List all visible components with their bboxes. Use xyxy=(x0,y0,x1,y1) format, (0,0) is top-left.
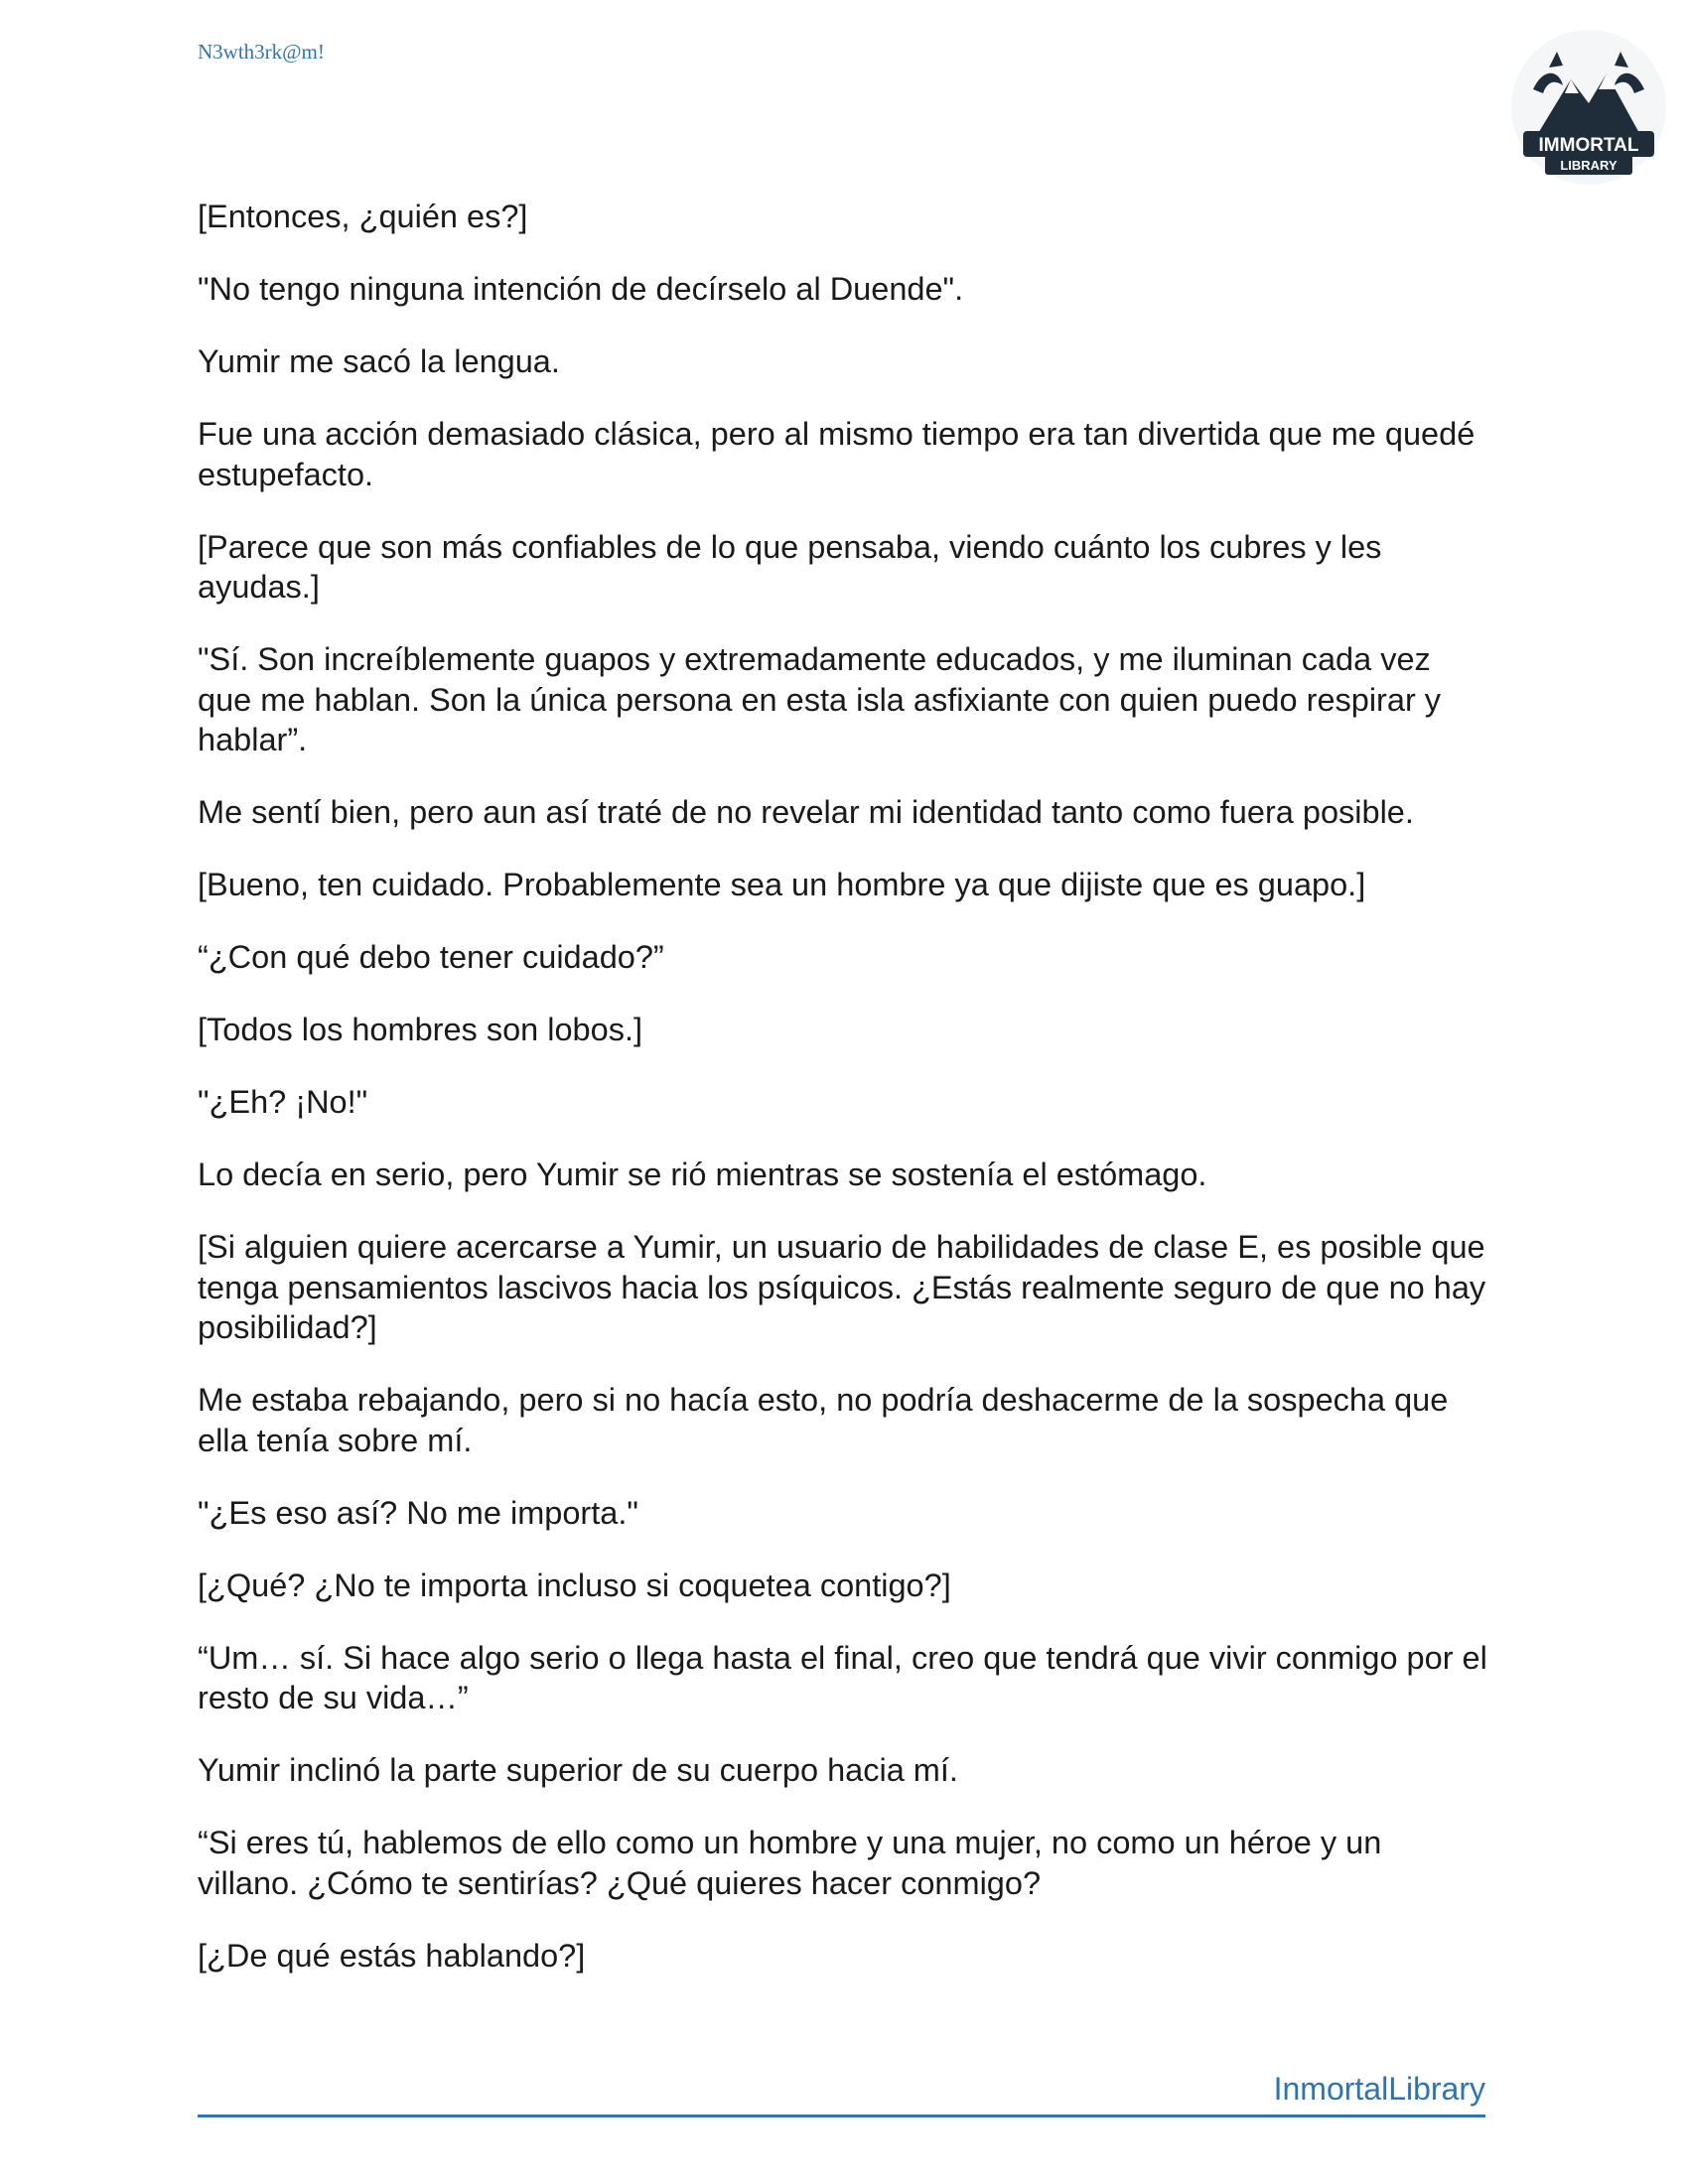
paragraph: [Si alguien quiere acercarse a Yumir, un usuario de habilidades de clase E, es posible que tenga pensamientos lascivos hacia los psíquicos. ¿Estás realmente seguro de que no hay posibilidad?] xyxy=(198,1229,1486,1345)
document-body xyxy=(198,197,1488,2008)
paragraph: "No tengo ninguna intención de decírselo al Duende". xyxy=(198,271,964,307)
header-watermark: N3wth3rk@m! xyxy=(198,40,325,64)
paragraph: [Bueno, ten cuidado. Probablemente sea un hombre ya que dijiste que es guapo.] xyxy=(198,867,1366,902)
paragraph: Yumir me sacó la lengua. xyxy=(198,343,560,379)
paragraph: [¿De qué estás hablando?] xyxy=(198,1937,586,1974)
page-footer xyxy=(198,2071,1485,2117)
logo-bottom-text: LIBRARY xyxy=(1560,158,1618,173)
immortal-library-logo xyxy=(1509,28,1668,187)
paragraph: [Todos los hombres son lobos.] xyxy=(198,1012,643,1047)
paragraph: Fue una acción demasiado clásica, pero al mismo tiempo era tan divertida que me quedé estupefacto. xyxy=(198,416,1476,492)
paragraph: Me sentí bien, pero aun así traté de no revelar mi identidad tanto como fuera posible. xyxy=(198,794,1414,830)
paragraph: Me estaba rebajando, pero si no hacía esto, no podría deshacerme de la sospecha que ella tenía sobre mí. xyxy=(198,1382,1449,1458)
footer-link[interactable]: InmortalLibrary xyxy=(1273,2071,1485,2107)
paragraph: "¿Eh? ¡No!" xyxy=(198,1084,368,1120)
logo-top-text: IMMORTAL xyxy=(1538,135,1639,156)
paragraph: Yumir inclinó la parte superior de su cuerpo hacia mí. xyxy=(198,1752,958,1788)
paragraph: Lo decía en serio, pero Yumir se rió mientras se sostenía el estómago. xyxy=(198,1157,1207,1192)
paragraph: "Sí. Son increíblemente guapos y extremadamente educados, y me iluminan cada vez que me hablan. Son la única persona en esta isla asfixiante con quien puedo respirar y hablar”. xyxy=(198,641,1442,757)
paragraph: [¿Qué? ¿No te importa incluso si coquetea contigo?] xyxy=(198,1567,951,1603)
paragraph: [Parece que son más confiables de lo que pensaba, viendo cuánto los cubres y les ayudas.] xyxy=(198,528,1382,605)
paragraph: [Entonces, ¿quién es?] xyxy=(198,199,528,234)
paragraph: “Um… sí. Si hace algo serio o llega hasta el final, creo que tendrá que vivir conmigo por el resto de su vida…” xyxy=(198,1639,1487,1715)
paragraph: “¿Con qué debo tener cuidado?” xyxy=(198,939,664,975)
paragraph: “Si eres tú, hablemos de ello como un hombre y una mujer, no como un héroe y un villano. ¿Cómo te sentirías? ¿Qué quieres hacer conmigo? xyxy=(198,1825,1382,1901)
paragraph: "¿Es eso así? No me importa." xyxy=(198,1494,638,1531)
